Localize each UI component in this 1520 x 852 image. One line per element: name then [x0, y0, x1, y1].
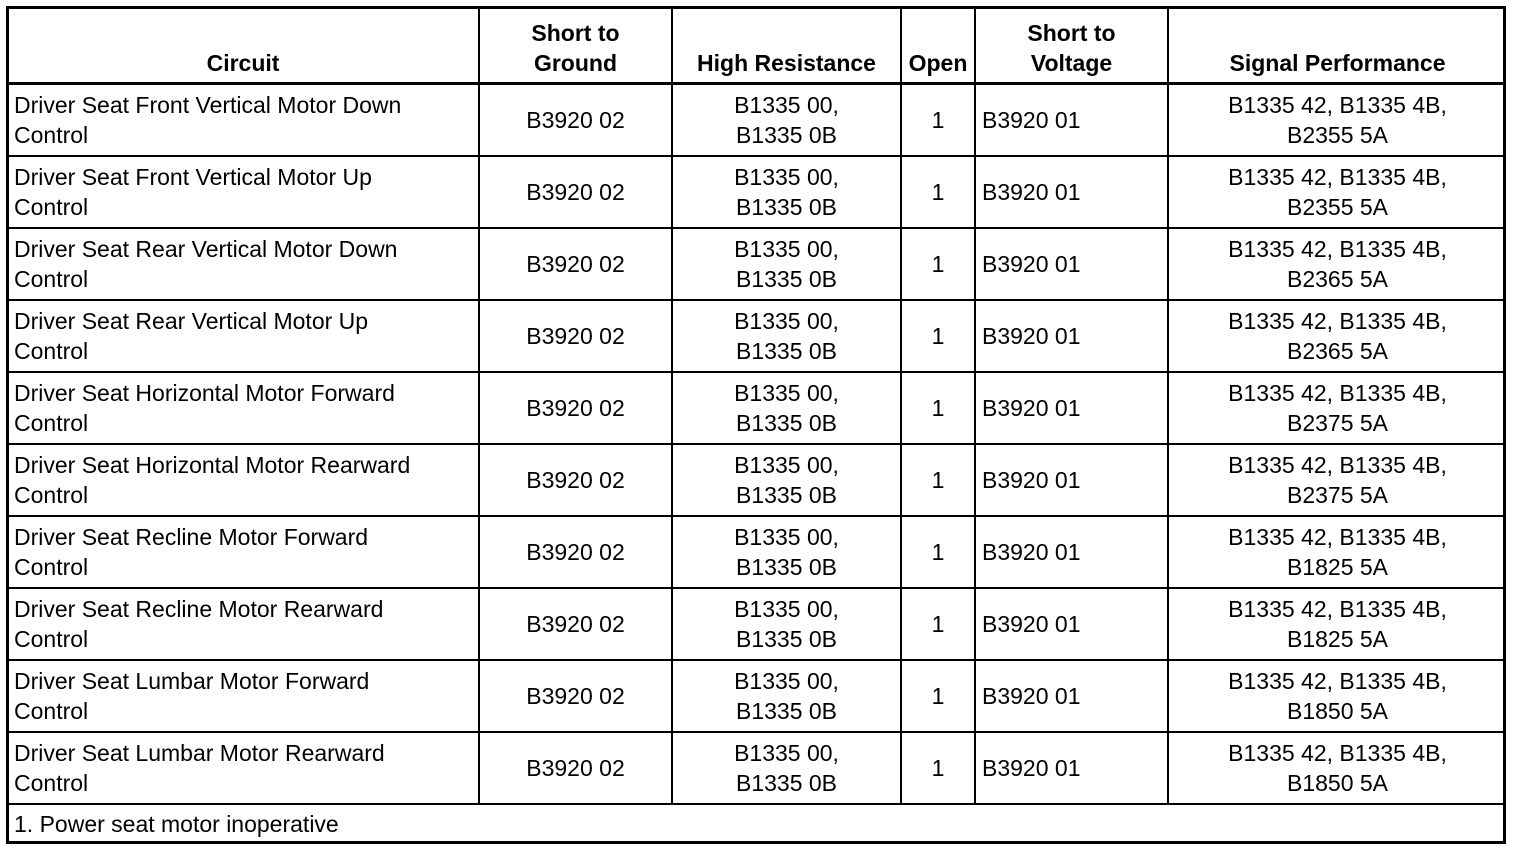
cell-high-resistance: [672, 588, 901, 660]
cell-high-resistance: [672, 660, 901, 732]
circuit-name-line-2: Control: [14, 482, 89, 508]
high-resistance-code-2: B1335 0B: [735, 626, 838, 652]
cell-signal-performance: [1168, 444, 1506, 516]
table-row: [7, 444, 1506, 516]
cell-short-to-voltage: [975, 444, 1168, 516]
cell-circuit: [7, 84, 479, 157]
short-to-ground-code: B3920 02: [526, 611, 625, 637]
footnote: 1. Power seat motor inoperative: [7, 804, 1506, 844]
cell-short-to-ground: [479, 660, 672, 732]
high-resistance-code-1: B1335 00,: [734, 308, 839, 334]
cell-short-to-voltage: [975, 372, 1168, 444]
header-short-to-ground-line-1: Short to: [531, 20, 620, 46]
table-row: [7, 300, 1506, 372]
dtc-circuit-table: [6, 6, 1506, 844]
header-high-resistance: [672, 7, 901, 84]
high-resistance-code-2: B1335 0B: [735, 266, 838, 292]
signal-performance-codes-2: B2365 5A: [1286, 266, 1389, 292]
short-to-ground-code: B3920 02: [526, 755, 625, 781]
cell-high-resistance: [672, 516, 901, 588]
cell-short-to-voltage: [975, 228, 1168, 300]
cell-short-to-ground: [479, 372, 672, 444]
high-resistance-code-2: B1335 0B: [735, 482, 838, 508]
circuit-name-line-2: Control: [14, 770, 89, 796]
cell-high-resistance: [672, 444, 901, 516]
signal-performance-codes-2: B1825 5A: [1286, 554, 1389, 580]
cell-open: [901, 588, 975, 660]
cell-short-to-voltage: [975, 732, 1168, 804]
short-to-ground-code: B3920 02: [526, 467, 625, 493]
signal-performance-codes-2: B2365 5A: [1286, 338, 1389, 364]
circuit-name-line-2: Control: [14, 410, 89, 436]
high-resistance-code-2: B1335 0B: [735, 194, 838, 220]
circuit-name-line-2: Control: [14, 338, 89, 364]
signal-performance-codes-2: B2355 5A: [1286, 194, 1389, 220]
short-to-voltage-code: B3920 01: [982, 179, 1081, 205]
cell-short-to-voltage: [975, 660, 1168, 732]
short-to-ground-code: B3920 02: [526, 539, 625, 565]
footnote-row: [7, 804, 1506, 844]
circuit-name-line-1: Driver Seat Horizontal Motor Forward: [14, 380, 395, 406]
header-short-to-voltage-line-1: Short to: [1027, 20, 1116, 46]
table-row: [7, 588, 1506, 660]
open-value: 1: [931, 539, 945, 565]
cell-signal-performance: [1168, 660, 1506, 732]
high-resistance-code-1: B1335 00,: [734, 524, 839, 550]
high-resistance-code-1: B1335 00,: [734, 380, 839, 406]
table-row: [7, 156, 1506, 228]
cell-circuit: [7, 732, 479, 804]
signal-performance-codes-1: B1335 42, B1335 4B,: [1228, 164, 1447, 190]
header-open: [901, 7, 975, 84]
cell-circuit: [7, 516, 479, 588]
header-short-to-ground: [479, 7, 672, 84]
cell-circuit: [7, 372, 479, 444]
signal-performance-codes-1: B1335 42, B1335 4B,: [1228, 92, 1447, 118]
cell-high-resistance: [672, 228, 901, 300]
table-row: [7, 660, 1506, 732]
short-to-ground-code: B3920 02: [526, 179, 625, 205]
short-to-voltage-code: B3920 01: [982, 323, 1081, 349]
signal-performance-codes-1: B1335 42, B1335 4B,: [1228, 740, 1447, 766]
high-resistance-code-2: B1335 0B: [735, 410, 838, 436]
cell-open: [901, 84, 975, 157]
cell-open: [901, 660, 975, 732]
open-value: 1: [931, 467, 945, 493]
high-resistance-code-1: B1335 00,: [734, 164, 839, 190]
cell-circuit: [7, 300, 479, 372]
circuit-name-line-1: Driver Seat Recline Motor Rearward: [14, 596, 384, 622]
cell-short-to-ground: [479, 84, 672, 157]
signal-performance-codes-2: B1850 5A: [1286, 770, 1389, 796]
header-signal-performance-label: Signal Performance: [1229, 50, 1446, 76]
cell-short-to-ground: [479, 732, 672, 804]
header-short-to-voltage-line-2: Voltage: [1030, 50, 1113, 76]
circuit-name-line-1: Driver Seat Lumbar Motor Rearward: [14, 740, 385, 766]
cell-signal-performance: [1168, 732, 1506, 804]
short-to-ground-code: B3920 02: [526, 323, 625, 349]
circuit-name-line-2: Control: [14, 122, 89, 148]
signal-performance-codes-1: B1335 42, B1335 4B,: [1228, 596, 1447, 622]
circuit-name-line-1: Driver Seat Rear Vertical Motor Down: [14, 236, 398, 262]
cell-high-resistance: [672, 84, 901, 157]
open-value: 1: [931, 107, 945, 133]
header-high-resistance-label: High Resistance: [697, 50, 876, 76]
circuit-name-line-1: Driver Seat Horizontal Motor Rearward: [14, 452, 411, 478]
short-to-ground-code: B3920 02: [526, 251, 625, 277]
cell-short-to-ground: [479, 300, 672, 372]
cell-signal-performance: [1168, 588, 1506, 660]
cell-high-resistance: [672, 732, 901, 804]
cell-open: [901, 300, 975, 372]
table-body: [7, 84, 1506, 805]
circuit-name-line-2: Control: [14, 266, 89, 292]
cell-short-to-voltage: [975, 516, 1168, 588]
signal-performance-codes-2: B2375 5A: [1286, 482, 1389, 508]
open-value: 1: [931, 251, 945, 277]
circuit-name-line-2: Control: [14, 554, 89, 580]
cell-signal-performance: [1168, 372, 1506, 444]
signal-performance-codes-1: B1335 42, B1335 4B,: [1228, 308, 1447, 334]
table-row: [7, 516, 1506, 588]
circuit-name-line-1: Driver Seat Front Vertical Motor Down: [14, 92, 402, 118]
open-value: 1: [931, 323, 945, 349]
open-value: 1: [931, 179, 945, 205]
cell-open: [901, 732, 975, 804]
cell-open: [901, 156, 975, 228]
high-resistance-code-1: B1335 00,: [734, 236, 839, 262]
signal-performance-codes-1: B1335 42, B1335 4B,: [1228, 380, 1447, 406]
dtc-table-frame: [6, 6, 1506, 844]
high-resistance-code-1: B1335 00,: [734, 92, 839, 118]
high-resistance-code-2: B1335 0B: [735, 770, 838, 796]
high-resistance-code-2: B1335 0B: [735, 554, 838, 580]
cell-signal-performance: [1168, 300, 1506, 372]
cell-open: [901, 372, 975, 444]
header-open-label: Open: [908, 50, 968, 76]
cell-high-resistance: [672, 372, 901, 444]
cell-short-to-ground: [479, 156, 672, 228]
cell-short-to-ground: [479, 588, 672, 660]
cell-short-to-ground: [479, 228, 672, 300]
circuit-name-line-1: Driver Seat Recline Motor Forward: [14, 524, 369, 550]
signal-performance-codes-1: B1335 42, B1335 4B,: [1228, 452, 1447, 478]
cell-high-resistance: [672, 156, 901, 228]
cell-signal-performance: [1168, 84, 1506, 157]
signal-performance-codes-2: B1850 5A: [1286, 698, 1389, 724]
circuit-name-line-1: Driver Seat Lumbar Motor Forward: [14, 668, 370, 694]
short-to-ground-code: B3920 02: [526, 683, 625, 709]
cell-open: [901, 444, 975, 516]
signal-performance-codes-1: B1335 42, B1335 4B,: [1228, 668, 1447, 694]
open-value: 1: [931, 611, 945, 637]
circuit-name-line-1: Driver Seat Rear Vertical Motor Up: [14, 308, 369, 334]
header-signal-performance: [1168, 7, 1506, 84]
short-to-voltage-code: B3920 01: [982, 539, 1081, 565]
short-to-voltage-code: B3920 01: [982, 467, 1081, 493]
cell-open: [901, 516, 975, 588]
cell-short-to-ground: [479, 444, 672, 516]
cell-circuit: [7, 588, 479, 660]
short-to-voltage-code: B3920 01: [982, 755, 1081, 781]
high-resistance-code-1: B1335 00,: [734, 668, 839, 694]
table-row: [7, 228, 1506, 300]
header-short-to-voltage: [975, 7, 1168, 84]
short-to-voltage-code: B3920 01: [982, 251, 1081, 277]
cell-short-to-ground: [479, 516, 672, 588]
circuit-name-line-1: Driver Seat Front Vertical Motor Up: [14, 164, 372, 190]
open-value: 1: [931, 755, 945, 781]
header-short-to-ground-line-2: Ground: [533, 50, 618, 76]
circuit-name-line-2: Control: [14, 698, 89, 724]
header-circuit: [7, 7, 479, 84]
short-to-voltage-code: B3920 01: [982, 683, 1081, 709]
signal-performance-codes-2: B1825 5A: [1286, 626, 1389, 652]
high-resistance-code-1: B1335 00,: [734, 452, 839, 478]
cell-short-to-voltage: [975, 156, 1168, 228]
cell-circuit: [7, 156, 479, 228]
cell-circuit: [7, 444, 479, 516]
header-row: [7, 7, 1506, 84]
signal-performance-codes-2: B2375 5A: [1286, 410, 1389, 436]
high-resistance-code-2: B1335 0B: [735, 338, 838, 364]
short-to-ground-code: B3920 02: [526, 107, 625, 133]
signal-performance-codes-1: B1335 42, B1335 4B,: [1228, 524, 1447, 550]
cell-signal-performance: [1168, 228, 1506, 300]
table-row: [7, 84, 1506, 157]
signal-performance-codes-1: B1335 42, B1335 4B,: [1228, 236, 1447, 262]
high-resistance-code-2: B1335 0B: [735, 122, 838, 148]
short-to-ground-code: B3920 02: [526, 395, 625, 421]
circuit-name-line-2: Control: [14, 194, 89, 220]
cell-short-to-voltage: [975, 300, 1168, 372]
short-to-voltage-code: B3920 01: [982, 611, 1081, 637]
short-to-voltage-code: B3920 01: [982, 395, 1081, 421]
short-to-voltage-code: B3920 01: [982, 107, 1081, 133]
cell-circuit: [7, 660, 479, 732]
cell-short-to-voltage: [975, 588, 1168, 660]
cell-open: [901, 228, 975, 300]
cell-short-to-voltage: [975, 84, 1168, 157]
cell-signal-performance: [1168, 156, 1506, 228]
cell-signal-performance: [1168, 516, 1506, 588]
open-value: 1: [931, 395, 945, 421]
high-resistance-code-2: B1335 0B: [735, 698, 838, 724]
high-resistance-code-1: B1335 00,: [734, 596, 839, 622]
open-value: 1: [931, 683, 945, 709]
circuit-name-line-2: Control: [14, 626, 89, 652]
header-circuit-label: Circuit: [206, 50, 280, 76]
table-row: [7, 732, 1506, 804]
table-row: [7, 372, 1506, 444]
high-resistance-code-1: B1335 00,: [734, 740, 839, 766]
cell-circuit: [7, 228, 479, 300]
signal-performance-codes-2: B2355 5A: [1286, 122, 1389, 148]
cell-high-resistance: [672, 300, 901, 372]
